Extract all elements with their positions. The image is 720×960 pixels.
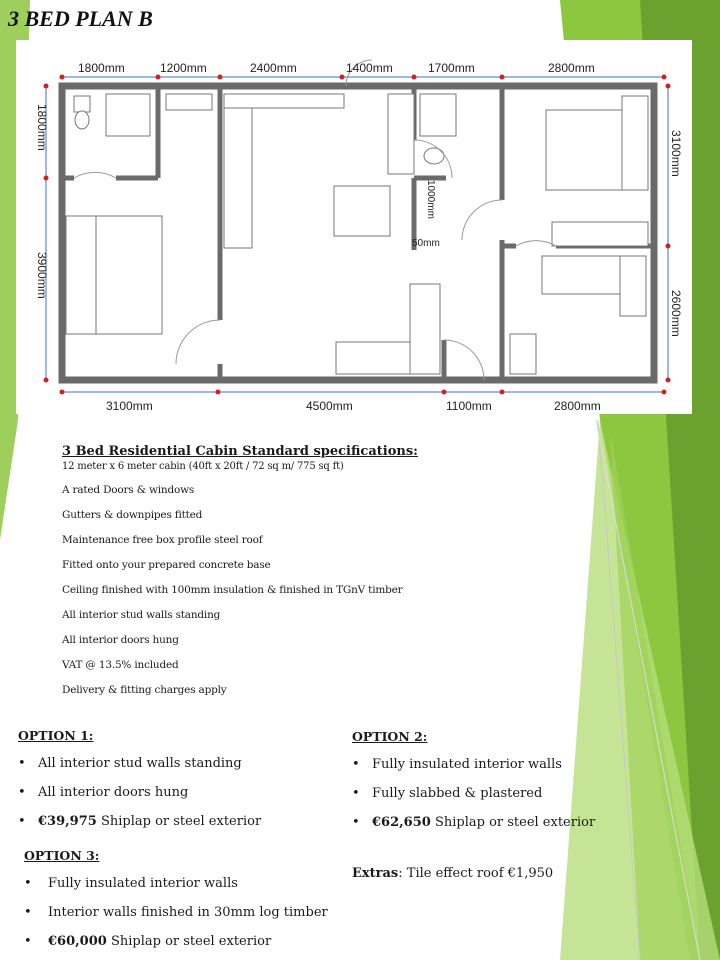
dim-bottom-4: 2800mm [554,399,601,413]
spec-item: Ceiling finished with 100mm insulation & finished in TGnV timber [62,584,403,596]
dim-inner-1: 1000mm [425,180,436,219]
dim-bottom-2: 4500mm [306,399,353,413]
spec-item: Maintenance free box profile steel roof [62,534,263,546]
option-item: • Fully slabbed & plastered [352,779,672,808]
option-1-heading: OPTION 1: [18,728,94,743]
extras-text: : Tile effect roof €1,950 [398,866,554,881]
option-3 [24,848,354,956]
dim-left-1: 1800mm [35,104,49,151]
floor-plan-drawing [16,40,692,414]
dim-right-1: 3100mm [669,130,683,177]
spec-item: A rated Doors & windows [62,484,195,496]
option-item: • Fully insulated interior walls [24,869,354,898]
dim-top-4: 1400mm [346,61,393,75]
option-2-price: €62,650 [372,815,431,830]
spec-item: VAT @ 13.5% included [62,659,179,671]
dim-top-2: 1200mm [160,61,207,75]
option-2 [352,729,672,837]
option-item: • All interior doors hung [18,778,338,807]
option-item: • All interior stud walls standing [18,749,338,778]
spec-subtitle: 12 meter x 6 meter cabin (40ft x 20ft / 72 sq m/ 775 sq ft) [62,461,344,472]
dim-bottom-3: 1100mm [446,399,492,413]
option-3-heading: OPTION 3: [24,848,100,863]
option-2-list [352,750,672,837]
dim-top-6: 2800mm [548,61,595,75]
spec-item: Gutters & downpipes fitted [62,509,203,521]
option-1 [18,728,338,836]
option-item: • €62,650 Shiplap or steel exterior [352,808,672,837]
dim-top-3: 2400mm [250,61,297,75]
spec-item: Delivery & fitting charges apply [62,684,227,696]
spec-item: All interior stud walls standing [62,609,221,621]
option-item: • €39,975 Shiplap or steel exterior [18,807,338,836]
option-item: • Interior walls finished in 30mm log timber [24,898,354,927]
dim-inner-2: 50mm [412,238,440,249]
dim-left-2: 3900mm [35,252,49,299]
dim-right-2: 2600mm [669,290,683,337]
dim-top-5: 1700mm [428,61,475,75]
spec-item: All interior doors hung [62,634,179,646]
specifications [62,444,532,703]
extras-label: Extras [352,866,399,881]
spec-item: Fitted onto your prepared concrete base [62,559,271,571]
option-1-price: €39,975 [38,814,97,829]
option-3-price: €60,000 [48,934,107,949]
page-title: 3 BED PLAN B [8,6,153,31]
option-item: • €60,000 Shiplap or steel exterior [24,927,354,956]
option-3-list [24,869,354,956]
dim-bottom-1: 3100mm [106,399,153,413]
dim-top-1: 1800mm [78,61,125,75]
spec-list [62,478,532,703]
option-2-heading: OPTION 2: [352,729,428,744]
spec-title: 3 Bed Residential Cabin Standard specifications: [62,444,418,459]
floor-plan [16,40,692,414]
extras [352,866,553,881]
option-item: • Fully insulated interior walls [352,750,672,779]
option-1-list [18,749,338,836]
